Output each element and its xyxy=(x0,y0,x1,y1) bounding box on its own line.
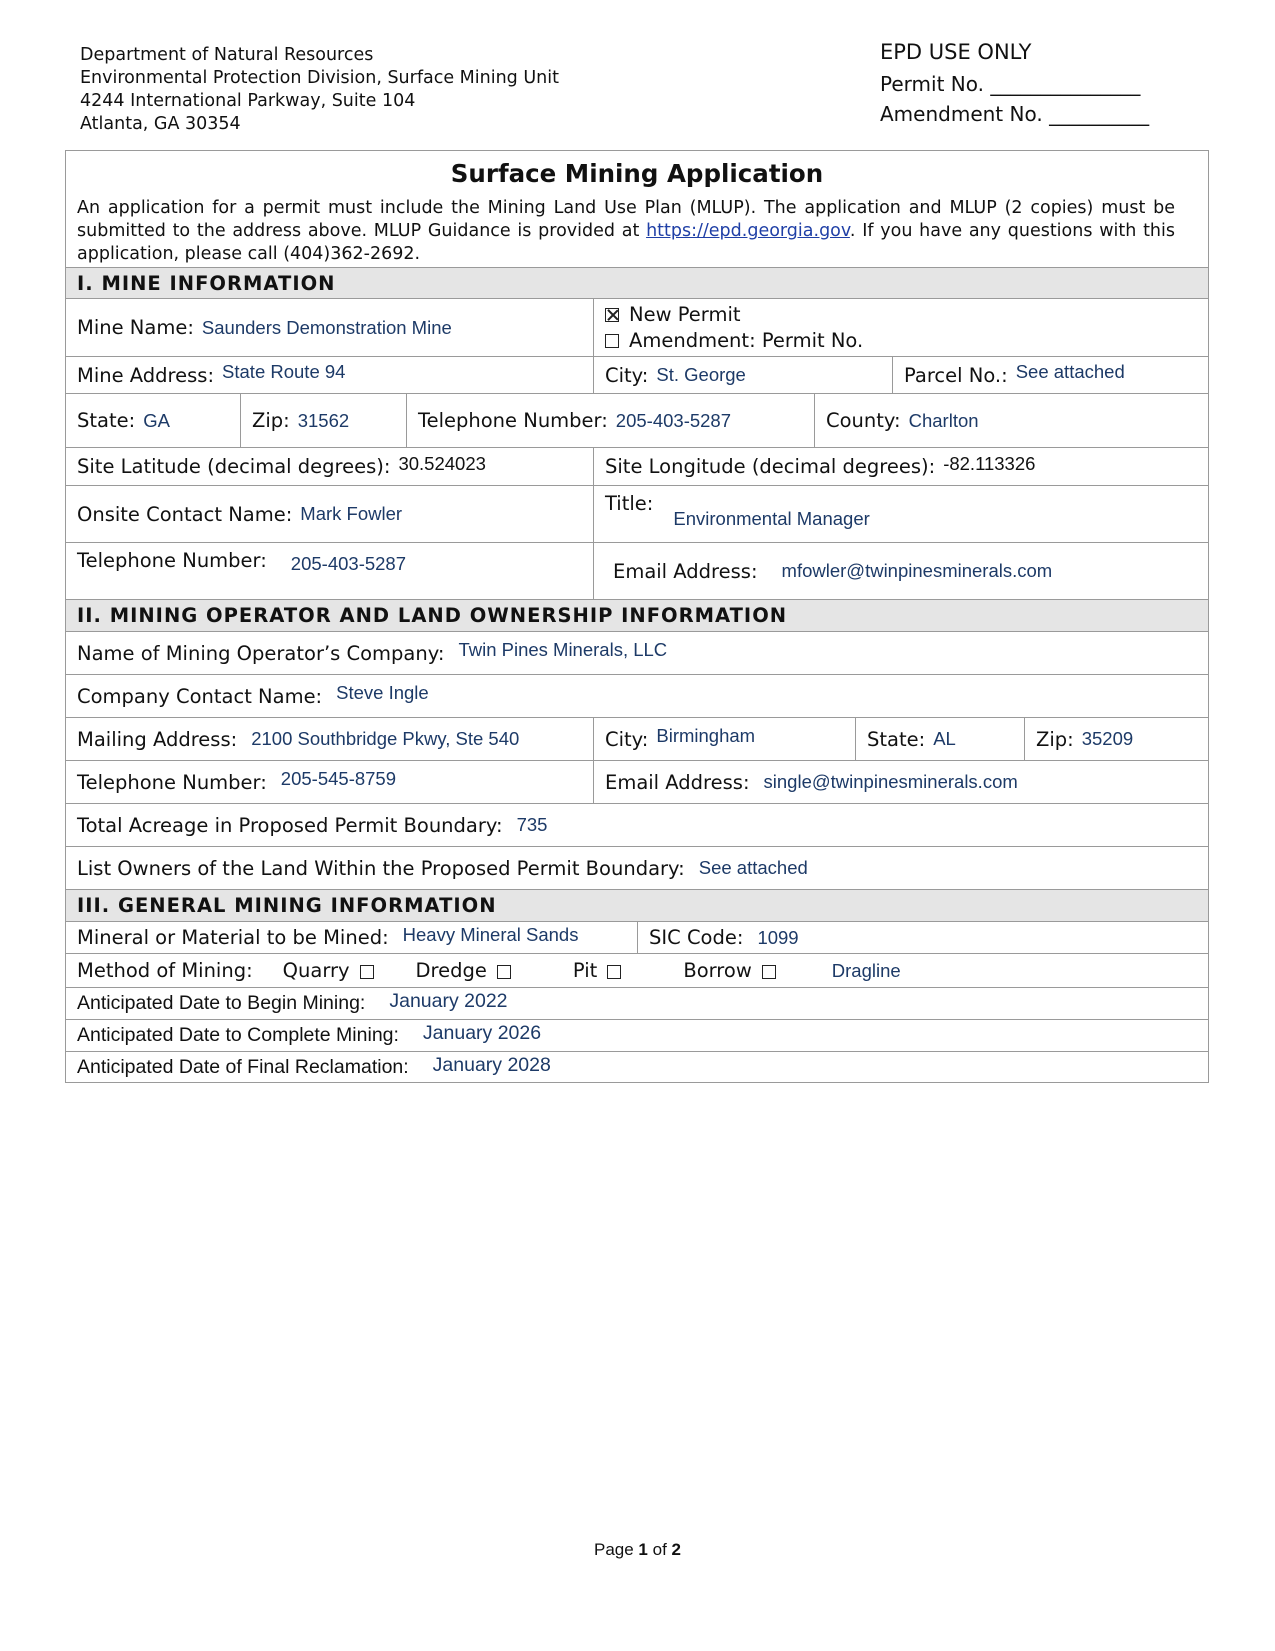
operator-state-label: State: xyxy=(867,727,926,751)
mine-city-cell[interactable] xyxy=(593,357,892,393)
contact-email-value[interactable]: mfowler@twinpinesminerals.com xyxy=(781,560,1053,581)
complete-date-label: Anticipated Date to Complete Mining: xyxy=(77,1024,399,1046)
contact-email-label: Email Address: xyxy=(613,559,758,583)
address-line: Department of Natural Resources xyxy=(80,45,374,65)
address-line: Environmental Protection Division, Surface Mining Unit xyxy=(80,68,559,88)
mine-phone-value[interactable]: 205-403-5287 xyxy=(615,409,732,431)
operator-email-value[interactable]: single@twinpinesminerals.com xyxy=(763,771,1018,792)
company-contact-cell[interactable] xyxy=(66,675,1208,717)
new-permit-option[interactable] xyxy=(605,302,741,328)
epd-website-link[interactable]: https://epd.georgia.gov xyxy=(646,221,850,241)
begin-date-label: Anticipated Date to Begin Mining: xyxy=(77,992,366,1014)
begin-date-value[interactable]: January 2022 xyxy=(389,990,508,1012)
land-owners-cell[interactable] xyxy=(66,847,1208,889)
sic-code-label: SIC Code: xyxy=(649,926,744,949)
operator-email-label: Email Address: xyxy=(605,770,750,794)
mailing-address-value[interactable]: 2100 Southbridge Pkwy, Ste 540 xyxy=(251,728,520,749)
epd-use-only-title: EPD USE ONLY xyxy=(880,40,1032,64)
mine-address-label: Mine Address: xyxy=(77,363,215,387)
county-cell[interactable] xyxy=(814,394,1208,447)
checkbox-empty-icon[interactable] xyxy=(360,965,374,979)
amendment-no-line: Amendment No. __________ xyxy=(880,102,1150,126)
mine-state-value[interactable]: GA xyxy=(143,409,170,431)
latitude-value[interactable]: 30.524023 xyxy=(398,452,486,474)
page-number xyxy=(0,1540,1275,1560)
method-option-dredge[interactable] xyxy=(416,959,511,982)
company-contact-value[interactable]: Steve Ingle xyxy=(336,682,429,703)
row-company-name xyxy=(66,631,1208,674)
mining-method-label: Method of Mining: xyxy=(77,959,253,982)
amendment-label: Amendment: Permit No. xyxy=(629,328,864,352)
checkbox-empty-icon[interactable] xyxy=(605,334,619,348)
mining-method-cell xyxy=(66,954,1208,987)
method-dredge-label: Dredge xyxy=(415,959,487,982)
section-heading-operator-ownership: II. MINING OPERATOR AND LAND OWNERSHIP INFORMATION xyxy=(66,599,1208,631)
sic-code-value[interactable]: 1099 xyxy=(757,926,799,948)
mine-address-value[interactable]: State Route 94 xyxy=(222,361,346,382)
parcel-cell[interactable] xyxy=(892,357,1208,393)
mine-state-label: State: xyxy=(77,409,136,432)
checkbox-empty-icon[interactable] xyxy=(762,965,776,979)
operator-email-cell[interactable] xyxy=(593,761,1208,803)
contact-phone-value[interactable]: 205-403-5287 xyxy=(290,553,407,574)
operator-zip-cell[interactable] xyxy=(1024,718,1208,760)
mine-zip-cell[interactable] xyxy=(240,394,406,447)
current-page: 1 xyxy=(638,1540,648,1559)
row-mine-name xyxy=(66,298,1208,356)
county-label: County: xyxy=(826,409,901,432)
company-name-cell[interactable] xyxy=(66,632,1208,674)
row-total-acreage xyxy=(66,803,1208,846)
total-pages: 2 xyxy=(671,1540,682,1559)
reclamation-date-cell[interactable] xyxy=(66,1052,1208,1082)
contact-email-cell[interactable] xyxy=(593,543,1208,599)
method-borrow-label: Borrow xyxy=(683,959,752,982)
onsite-contact-label: Onsite Contact Name: xyxy=(77,502,293,526)
mine-name-label: Mine Name: xyxy=(77,316,194,339)
reclamation-date-value[interactable]: January 2028 xyxy=(432,1053,551,1076)
of-word: of xyxy=(652,1540,667,1559)
company-name-value[interactable]: Twin Pines Minerals, LLC xyxy=(458,639,668,660)
row-contact-phone-email xyxy=(66,542,1208,599)
latitude-label: Site Latitude (decimal degrees): xyxy=(77,455,391,478)
row-mining-method xyxy=(66,953,1208,987)
longitude-value[interactable]: -82.113326 xyxy=(943,452,1036,474)
reclamation-date-label: Anticipated Date of Final Reclamation: xyxy=(77,1055,409,1078)
contact-title-value[interactable]: Environmental Manager xyxy=(673,508,870,529)
section-heading-general-mining: III. GENERAL MINING INFORMATION xyxy=(66,889,1208,921)
form-intro xyxy=(66,187,1208,267)
application-form xyxy=(65,150,1209,1083)
row-land-owners xyxy=(66,846,1208,889)
intro-text-end: . If you have any questions with this application, please call (404)362-2692. xyxy=(77,221,1176,264)
sic-code-cell[interactable] xyxy=(637,922,1208,953)
permit-type-cell xyxy=(593,299,1208,356)
checkbox-checked-icon[interactable] xyxy=(605,308,619,322)
parcel-label: Parcel No.: xyxy=(904,363,1008,387)
method-option-borrow[interactable] xyxy=(683,959,775,982)
address-line: 4244 International Parkway, Suite 104 xyxy=(80,91,416,111)
operator-state-value[interactable]: AL xyxy=(933,728,956,749)
complete-date-cell[interactable] xyxy=(66,1020,1208,1051)
amendment-option[interactable] xyxy=(605,328,863,354)
contact-phone-cell[interactable] xyxy=(66,543,593,599)
row-coordinates xyxy=(66,447,1208,485)
checkbox-empty-icon[interactable] xyxy=(607,965,621,979)
company-contact-label: Company Contact Name: xyxy=(77,684,323,708)
mineral-label: Mineral or Material to be Mined: xyxy=(77,926,389,949)
mine-name-value[interactable]: Saunders Demonstration Mine xyxy=(201,316,452,338)
row-mineral-sic xyxy=(66,921,1208,953)
total-acreage-label: Total Acreage in Proposed Permit Boundary: xyxy=(77,813,503,837)
row-begin-date xyxy=(66,987,1208,1019)
mineral-cell[interactable] xyxy=(66,922,637,953)
section-heading-mine-information: I. MINE INFORMATION xyxy=(66,267,1208,298)
mailing-address-cell[interactable] xyxy=(66,718,593,760)
operator-zip-value[interactable]: 35209 xyxy=(1081,728,1134,749)
row-company-contact xyxy=(66,674,1208,717)
form-title: Surface Mining Application xyxy=(450,159,824,188)
total-acreage-value[interactable]: 735 xyxy=(516,814,548,835)
mine-state-cell[interactable] xyxy=(66,394,240,447)
method-option-quarry[interactable] xyxy=(283,959,374,982)
intro-text-start: An application for a permit must include the Mining Land Use Plan (MLUP). The application and MLUP (2 copies) must be submitted to the address above. MLUP Guidance is provided at xyxy=(77,198,1175,241)
row-onsite-contact xyxy=(66,485,1208,542)
parcel-value[interactable]: See attached xyxy=(1015,361,1125,382)
checkbox-empty-icon[interactable] xyxy=(497,965,511,979)
land-owners-value[interactable]: See attached xyxy=(698,857,808,878)
land-owners-label: List Owners of the Land Within the Proposed Permit Boundary: xyxy=(77,856,685,880)
new-permit-label: New Permit xyxy=(629,302,741,326)
row-mailing-address xyxy=(66,717,1208,760)
total-acreage-cell[interactable] xyxy=(66,804,1208,846)
operator-city-cell[interactable] xyxy=(593,718,855,760)
operator-phone-value[interactable]: 205-545-8759 xyxy=(280,768,397,789)
operator-state-cell[interactable] xyxy=(855,718,1024,760)
contact-title-cell[interactable] xyxy=(593,486,1208,542)
latitude-cell[interactable] xyxy=(66,448,593,485)
agency-address-block xyxy=(80,44,559,136)
row-operator-phone-email xyxy=(66,760,1208,803)
operator-city-label: City: xyxy=(605,727,649,751)
method-quarry-label: Quarry xyxy=(282,959,350,982)
epd-use-only-block xyxy=(880,37,1149,129)
complete-date-value[interactable]: January 2026 xyxy=(422,1022,542,1044)
permit-no-line: Permit No. _______________ xyxy=(880,72,1141,96)
address-line: Atlanta, GA 30354 xyxy=(80,114,241,134)
mine-address-cell[interactable] xyxy=(66,357,593,393)
row-reclamation-date xyxy=(66,1051,1208,1082)
method-option-pit[interactable] xyxy=(573,959,621,982)
row-state-zip-phone xyxy=(66,393,1208,447)
operator-city-value[interactable]: Birmingham xyxy=(656,725,756,746)
contact-phone-label: Telephone Number: xyxy=(77,549,267,572)
mine-zip-value[interactable]: 31562 xyxy=(297,409,350,431)
longitude-label: Site Longitude (decimal degrees): xyxy=(605,455,936,478)
page-word: Page xyxy=(593,1540,634,1559)
mine-city-value[interactable]: St. George xyxy=(656,364,746,385)
onsite-contact-value[interactable]: Mark Fowler xyxy=(300,503,403,524)
operator-phone-cell[interactable] xyxy=(66,761,593,803)
method-other-value[interactable]: Dragline xyxy=(831,959,901,981)
method-pit-label: Pit xyxy=(572,959,598,982)
onsite-contact-cell[interactable] xyxy=(66,486,593,542)
begin-date-cell[interactable] xyxy=(66,988,1208,1019)
county-value[interactable]: Charlton xyxy=(908,409,979,431)
operator-zip-label: Zip: xyxy=(1036,727,1074,751)
mine-zip-label: Zip: xyxy=(252,409,290,432)
company-name-label: Name of Mining Operator’s Company: xyxy=(77,641,445,665)
operator-phone-label: Telephone Number: xyxy=(77,770,267,794)
mine-name-cell[interactable] xyxy=(66,299,593,356)
mine-phone-cell[interactable] xyxy=(406,394,814,447)
longitude-cell[interactable] xyxy=(593,448,1208,485)
row-complete-date xyxy=(66,1019,1208,1051)
mineral-value[interactable]: Heavy Mineral Sands xyxy=(402,923,579,945)
mailing-address-label: Mailing Address: xyxy=(77,727,238,751)
mine-city-label: City: xyxy=(605,363,649,387)
row-mine-address xyxy=(66,356,1208,393)
contact-title-label: Title: xyxy=(605,492,654,515)
mine-phone-label: Telephone Number: xyxy=(418,409,608,432)
